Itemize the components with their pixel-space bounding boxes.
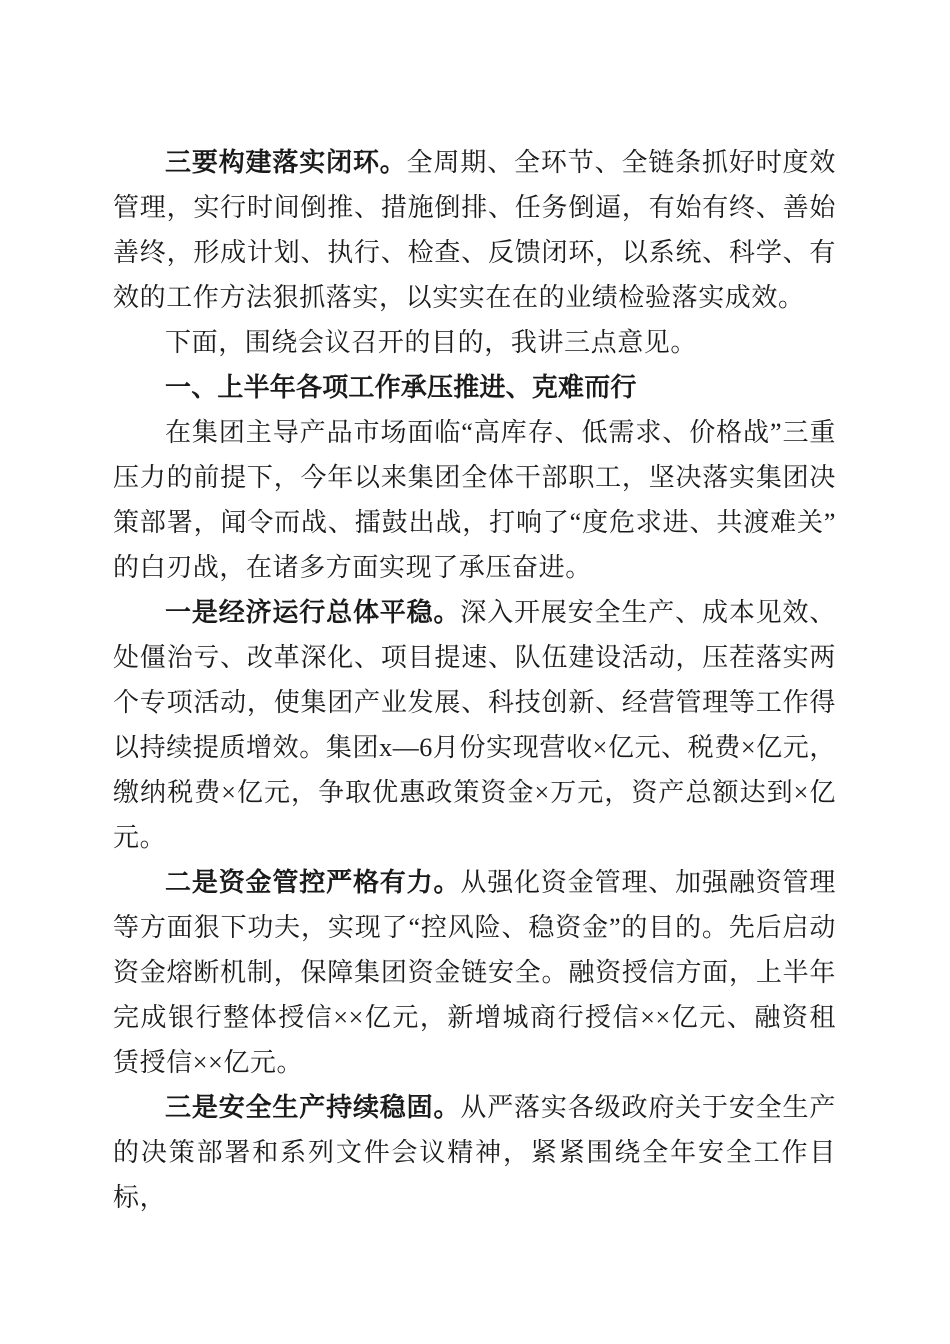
paragraph: [113, 320, 836, 365]
paragraph-text: 全周期、全环节、全链条抓好时度效管理，实行时间倒推、措施倒排、任务倒逼，有始有终、善始善终，形成计划、执行、检查、反馈闭环，以系统、科学、有效的工作方法狠抓落实，以实实在在的业绩检验落实成效。: [113, 148, 836, 312]
paragraph-text: 从严落实各级政府关于安全生产的决策部署和系列文件会议精神，紧紧围绕全年安全工作目标，: [113, 1093, 836, 1212]
paragraph-lead-emphasis: 一是经济运行总体平稳。: [165, 598, 461, 627]
paragraph-text: 一、上半年各项工作承压推进、克难而行: [165, 372, 637, 402]
paragraph: [113, 1085, 836, 1220]
paragraph-lead-emphasis: 三要构建落实闭环。: [165, 148, 407, 177]
paragraph: [113, 590, 836, 860]
paragraph-text: 下面，围绕会议召开的目的，我讲三点意见。: [165, 328, 698, 357]
paragraph-lead-emphasis: 二是资金管控严格有力。: [165, 868, 461, 897]
paragraph: [113, 860, 836, 1085]
paragraph-lead-emphasis: 三是安全生产持续稳固。: [165, 1093, 461, 1122]
section-heading: [113, 365, 836, 410]
paragraph: [113, 140, 836, 320]
document-body: [113, 140, 836, 1220]
paragraph-text: 深入开展安全生产、成本见效、处僵治亏、改革深化、项目提速、队伍建设活动，压茬落实两个专项活动，使集团产业发展、科技创新、经营管理等工作得以持续提质增效。集团x—6月份实现营收×亿元、税费×亿元，缴纳税费×亿元，争取优惠政策资金×万元，资产总额达到×亿元。: [113, 598, 836, 852]
paragraph: [113, 410, 836, 590]
paragraph-text: 在集团主导产品市场面临“高库存、低需求、价格战”三重压力的前提下，今年以来集团全体干部职工，坚决落实集团决策部署，闻令而战、擂鼓出战，打响了“度危求进、共渡难关”的白刃战，在诸多方面实现了承压奋进。: [113, 418, 836, 582]
paragraph-text: 从强化资金管理、加强融资管理等方面狠下功夫，实现了“控风险、稳资金”的目的。先后启动资金熔断机制，保障集团资金链安全。融资授信方面，上半年完成银行整体授信××亿元，新增城商行授信××亿元、融资租赁授信××亿元。: [113, 868, 836, 1077]
